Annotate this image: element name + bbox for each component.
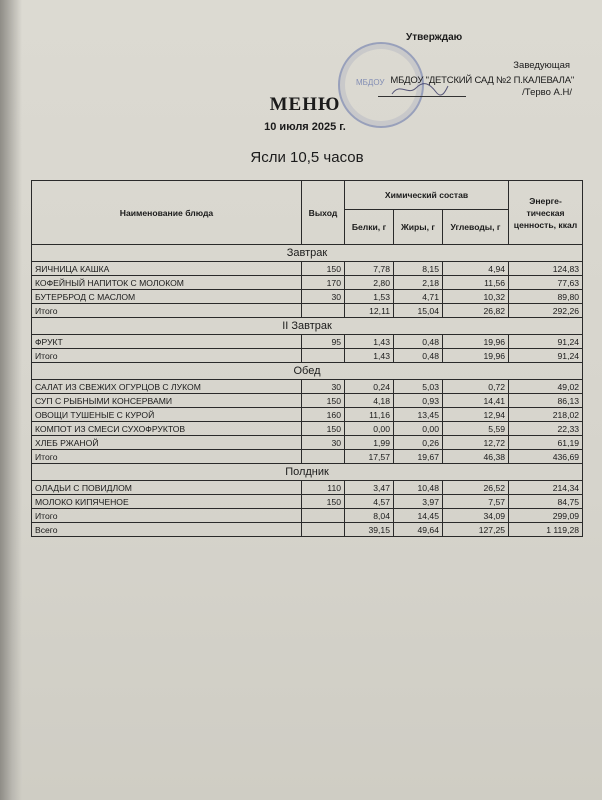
dish-fat: 8,15 [394, 262, 443, 276]
total-output [302, 349, 345, 363]
section-total-row [32, 304, 583, 318]
page-edge-shadow [0, 0, 22, 800]
dish-protein: 1,99 [345, 436, 394, 450]
dish-fat: 0,48 [394, 335, 443, 349]
section-total-row [32, 509, 583, 523]
grand-total-output [302, 523, 345, 537]
dish-name: ХЛЕБ РЖАНОЙ [32, 436, 302, 450]
total-label: Итого [32, 450, 302, 464]
header-fat: Жиры, г [394, 210, 443, 245]
total-protein: 17,57 [345, 450, 394, 464]
approval-name: /Терво А.Н/ [522, 87, 572, 98]
dish-output: 95 [302, 335, 345, 349]
section-header-row [32, 318, 583, 335]
table-row [32, 290, 583, 304]
menu-date: 10 июля 2025 г. [264, 121, 346, 133]
section-header-row [32, 245, 583, 262]
dish-protein: 7,78 [345, 262, 394, 276]
dish-carbs: 26,52 [443, 481, 509, 495]
dish-name: ОВОЩИ ТУШЕНЫЕ С КУРОЙ [32, 408, 302, 422]
total-carbs: 19,96 [443, 349, 509, 363]
section-title: Завтрак [32, 245, 583, 262]
dish-output: 150 [302, 394, 345, 408]
total-label: Итого [32, 304, 302, 318]
dish-protein: 2,80 [345, 276, 394, 290]
grand-total-fat: 49,64 [394, 523, 443, 537]
total-energy: 91,24 [509, 349, 583, 363]
dish-energy: 214,34 [509, 481, 583, 495]
dish-output: 30 [302, 290, 345, 304]
section-total-row [32, 349, 583, 363]
total-fat: 14,45 [394, 509, 443, 523]
dish-carbs: 12,94 [443, 408, 509, 422]
total-output [302, 450, 345, 464]
dish-protein: 1,43 [345, 335, 394, 349]
header-dish: Наименование блюда [32, 181, 302, 245]
dish-energy: 89,80 [509, 290, 583, 304]
approval-role: Заведующая [513, 60, 570, 71]
table-row [32, 422, 583, 436]
dish-name: ОЛАДЬИ С ПОВИДЛОМ [32, 481, 302, 495]
header-protein: Белки, г [345, 210, 394, 245]
approval-title: Утверждаю [406, 32, 463, 43]
dish-energy: 124,83 [509, 262, 583, 276]
dish-output: 150 [302, 495, 345, 509]
total-protein: 1,43 [345, 349, 394, 363]
dish-energy: 49,02 [509, 380, 583, 394]
dish-energy: 22,33 [509, 422, 583, 436]
dish-protein: 0,24 [345, 380, 394, 394]
dish-protein: 3,47 [345, 481, 394, 495]
section-title: II Завтрак [32, 318, 583, 335]
dish-carbs: 14,41 [443, 394, 509, 408]
dish-energy: 61,19 [509, 436, 583, 450]
dish-energy: 86,13 [509, 394, 583, 408]
dish-energy: 218,02 [509, 408, 583, 422]
dish-fat: 13,45 [394, 408, 443, 422]
approval-org: МБДОУ "ДЕТСКИЙ САД №2 П.КАЛЕВАЛА" [390, 75, 574, 86]
dish-carbs: 7,57 [443, 495, 509, 509]
dish-name: ЯИЧНИЦА КАШКА [32, 262, 302, 276]
total-fat: 15,04 [394, 304, 443, 318]
section-header-row [32, 363, 583, 380]
dish-name: САЛАТ ИЗ СВЕЖИХ ОГУРЦОВ С ЛУКОМ [32, 380, 302, 394]
menu-table [31, 180, 583, 537]
dish-energy: 84,75 [509, 495, 583, 509]
table-row [32, 394, 583, 408]
dish-fat: 0,00 [394, 422, 443, 436]
dish-output: 150 [302, 422, 345, 436]
section-title: Полдник [32, 464, 583, 481]
dish-output: 150 [302, 262, 345, 276]
total-output [302, 304, 345, 318]
dish-output: 30 [302, 436, 345, 450]
grand-total-carbs: 127,25 [443, 523, 509, 537]
grand-total-label: Всего [32, 523, 302, 537]
total-energy: 292,26 [509, 304, 583, 318]
header-energy: Энерге-тическая ценность, ккал [509, 181, 583, 245]
dish-name: ФРУКТ [32, 335, 302, 349]
dish-protein: 4,57 [345, 495, 394, 509]
total-output [302, 509, 345, 523]
table-row [32, 436, 583, 450]
dish-output: 160 [302, 408, 345, 422]
dish-fat: 0,26 [394, 436, 443, 450]
dish-fat: 10,48 [394, 481, 443, 495]
dish-carbs: 4,94 [443, 262, 509, 276]
dish-fat: 2,18 [394, 276, 443, 290]
header-carbs: Углеводы, г [443, 210, 509, 245]
dish-output: 170 [302, 276, 345, 290]
section-title: Обед [32, 363, 583, 380]
table-row [32, 335, 583, 349]
dish-protein: 4,18 [345, 394, 394, 408]
total-fat: 19,67 [394, 450, 443, 464]
total-energy: 299,09 [509, 509, 583, 523]
table-row [32, 495, 583, 509]
menu-title: МЕНЮ [269, 94, 341, 115]
dish-carbs: 11,56 [443, 276, 509, 290]
total-carbs: 46,38 [443, 450, 509, 464]
header-chem: Химический состав [345, 181, 509, 210]
menu-group: Ясли 10,5 часов [250, 149, 364, 166]
total-label: Итого [32, 509, 302, 523]
dish-output: 110 [302, 481, 345, 495]
dish-name: СУП С РЫБНЫМИ КОНСЕРВАМИ [32, 394, 302, 408]
total-fat: 0,48 [394, 349, 443, 363]
total-carbs: 34,09 [443, 509, 509, 523]
dish-name: КОМПОТ ИЗ СМЕСИ СУХОФРУКТОВ [32, 422, 302, 436]
dish-carbs: 10,32 [443, 290, 509, 304]
total-carbs: 26,82 [443, 304, 509, 318]
dish-carbs: 5,59 [443, 422, 509, 436]
menu-table-body [32, 245, 583, 537]
grand-total-row [32, 523, 583, 537]
total-protein: 12,11 [345, 304, 394, 318]
dish-carbs: 19,96 [443, 335, 509, 349]
section-header-row [32, 464, 583, 481]
total-protein: 8,04 [345, 509, 394, 523]
dish-fat: 3,97 [394, 495, 443, 509]
dish-carbs: 0,72 [443, 380, 509, 394]
dish-fat: 5,03 [394, 380, 443, 394]
dish-name: КОФЕЙНЫЙ НАПИТОК С МОЛОКОМ [32, 276, 302, 290]
grand-total-energy: 1 119,28 [509, 523, 583, 537]
dish-protein: 1,53 [345, 290, 394, 304]
dish-name: БУТЕРБРОД С МАСЛОМ [32, 290, 302, 304]
dish-fat: 0,93 [394, 394, 443, 408]
dish-protein: 11,16 [345, 408, 394, 422]
dish-carbs: 12,72 [443, 436, 509, 450]
dish-protein: 0,00 [345, 422, 394, 436]
grand-total-protein: 39,15 [345, 523, 394, 537]
table-row [32, 276, 583, 290]
dish-fat: 4,71 [394, 290, 443, 304]
total-label: Итого [32, 349, 302, 363]
table-row [32, 481, 583, 495]
stamp-text: МБДОУ [356, 78, 385, 87]
table-row [32, 262, 583, 276]
dish-energy: 77,63 [509, 276, 583, 290]
table-row [32, 408, 583, 422]
section-total-row [32, 450, 583, 464]
dish-energy: 91,24 [509, 335, 583, 349]
header-output: Выход [302, 181, 345, 245]
table-row [32, 380, 583, 394]
total-energy: 436,69 [509, 450, 583, 464]
dish-name: МОЛОКО КИПЯЧЕНОЕ [32, 495, 302, 509]
dish-output: 30 [302, 380, 345, 394]
